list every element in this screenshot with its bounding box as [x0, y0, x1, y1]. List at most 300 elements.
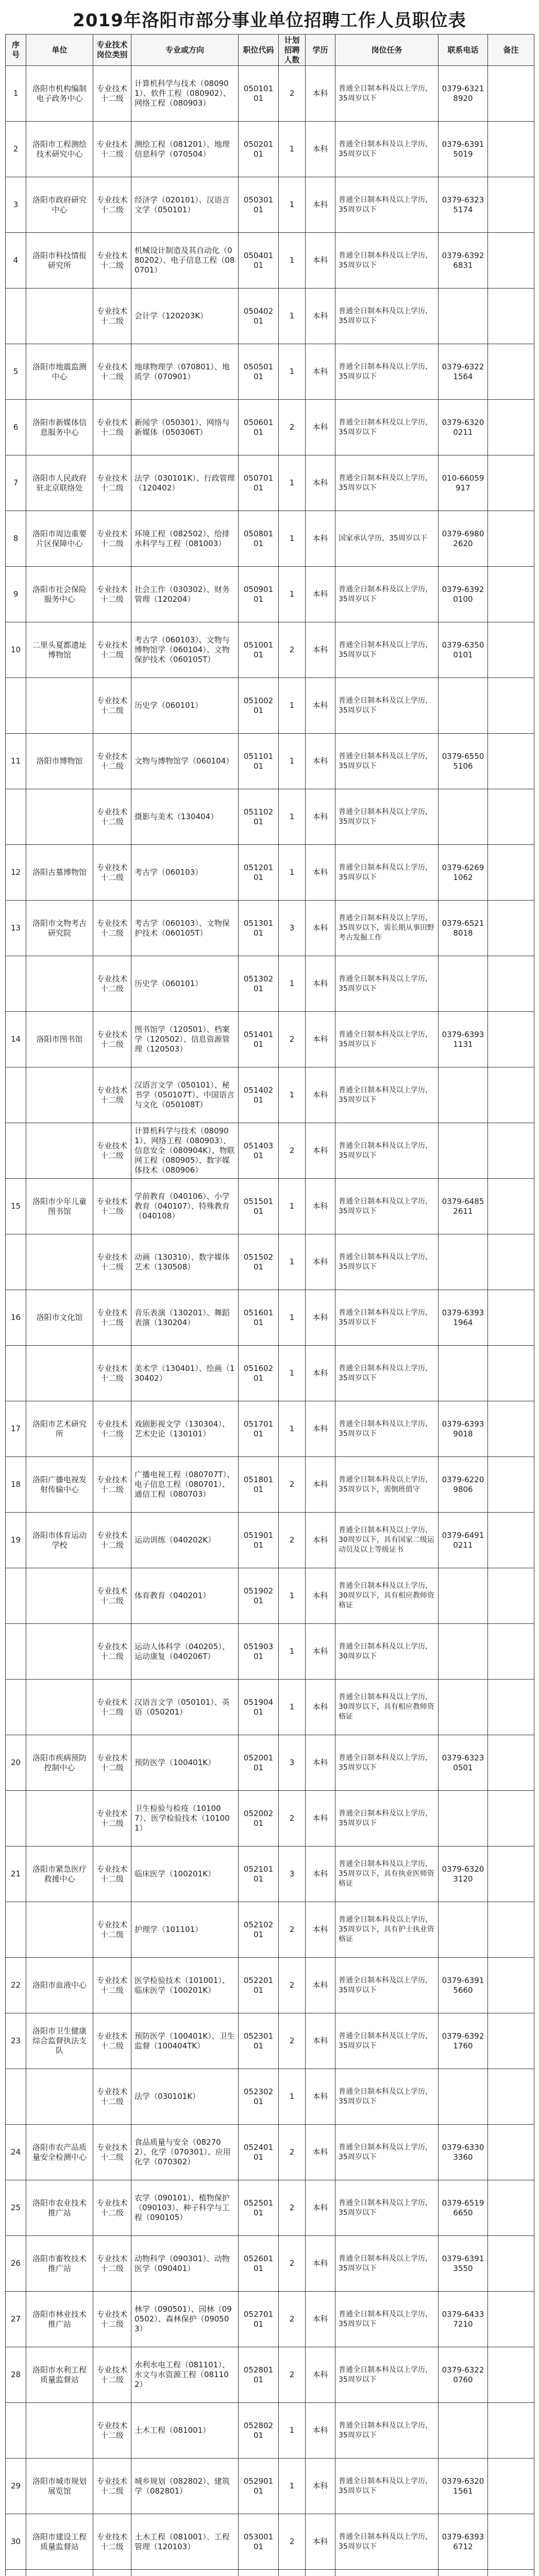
table-row: [6, 2514, 534, 2570]
cell-count: 2: [279, 1513, 306, 1568]
cell-edu: 本科: [306, 400, 335, 455]
cell-no: 25: [6, 2180, 26, 2236]
cell-unit: [26, 2570, 93, 2576]
cell-count: 2: [279, 2125, 306, 2180]
cell-count: 1: [279, 289, 306, 344]
cell-cat: 专业技术十二级: [93, 177, 131, 233]
cell-code: 05280201: [239, 2403, 279, 2459]
cell-cat: 专业技术十二级: [93, 2403, 131, 2459]
cell-count: 1: [279, 177, 306, 233]
cell-no: 15: [6, 1179, 26, 1234]
cell-count: 1: [279, 789, 306, 845]
cell-duty: 普通全日制本科及以上学历，35周岁以下，具有护士执业资格证: [335, 1902, 439, 1958]
cell-note: [488, 1457, 534, 1513]
table-row: [6, 1680, 534, 1735]
cell-code: 05210101: [239, 1846, 279, 1902]
cell-phone: 0379-63920100: [439, 567, 488, 622]
cell-unit: [26, 2069, 93, 2125]
table-row: [6, 1401, 534, 1457]
cell-cat: 专业技术十二级: [93, 2180, 131, 2236]
table-row: [6, 1290, 534, 1346]
cell-cat: 专业技术十二级: [93, 2292, 131, 2347]
column-header: 学历: [306, 35, 335, 66]
cell-unit: 洛阳市建设工程质量监督站: [26, 2514, 93, 2570]
cell-edu: 本科: [306, 2347, 335, 2403]
column-header: 计划招聘人数: [279, 35, 306, 66]
table-row: [6, 734, 534, 789]
cell-major: 会计学（120203K）: [131, 289, 239, 344]
cell-major: 音乐表演（130201）、舞蹈表演（130204）: [131, 1290, 239, 1346]
cell-edu: 本科: [306, 2292, 335, 2347]
cell-code: 05210201: [239, 1902, 279, 1958]
cell-major: 土木工程（081001）、工程管理（120103）: [131, 2514, 239, 2570]
cell-code: 05270101: [239, 2292, 279, 2347]
cell-major: 临床医学（100201K）: [131, 1846, 239, 1902]
cell-count: 1: [279, 2459, 306, 2514]
cell-note: [488, 233, 534, 289]
cell-code: 05240101: [239, 2125, 279, 2180]
cell-code: 05110201: [239, 789, 279, 845]
column-header: 岗位任务: [335, 35, 439, 66]
cell-major: 城乡规划（082802）、建筑学（082801）: [131, 2459, 239, 2514]
cell-edu: 本科: [306, 1958, 335, 2013]
cell-cat: 专业技术十二级: [93, 1123, 131, 1179]
cell-no: 27: [6, 2292, 26, 2347]
cell-edu: 本科: [306, 622, 335, 678]
cell-unit: [26, 1680, 93, 1735]
table-row: [6, 2292, 534, 2347]
cell-code: 05230201: [239, 2069, 279, 2125]
cell-note: [488, 2403, 534, 2459]
cell-code: 05090101: [239, 567, 279, 622]
cell-unit: [26, 1624, 93, 1680]
cell-unit: 洛阳市政府研究中心: [26, 177, 93, 233]
cell-unit: 洛阳市文物考古研究院: [26, 901, 93, 956]
cell-no: [6, 1624, 26, 1680]
cell-note: [488, 845, 534, 901]
cell-no: 9: [6, 567, 26, 622]
cell-duty: 普通全日制本科及以上学历，35周岁以下: [335, 2236, 439, 2292]
cell-cat: 专业技术十二级: [93, 1290, 131, 1346]
cell-phone: 0379-63915019: [439, 122, 488, 177]
cell-phone: [439, 789, 488, 845]
cell-phone: 0379-63931131: [439, 1012, 488, 1067]
cell-no: 12: [6, 845, 26, 901]
table-row: [6, 1123, 534, 1179]
cell-no: 21: [6, 1846, 26, 1902]
cell-cat: 专业技术十二级: [93, 1012, 131, 1067]
cell-major: 美术学（130401）、绘画（130402）: [131, 1346, 239, 1401]
cell-edu: 本科: [306, 1234, 335, 1290]
table-row: [6, 1902, 534, 1958]
cell-duty: 普通全日制本科及以上学历，35周岁以下: [335, 1791, 439, 1846]
cell-phone: 0379-64337210: [439, 2292, 488, 2347]
cell-code: 05120101: [239, 845, 279, 901]
cell-major: 动画（130310）、数字媒体艺术（130508）: [131, 1234, 239, 1290]
cell-duty: 普通全日制本科及以上学历，30周岁以下，具有国家二级运动员及以上等级证书: [335, 1513, 439, 1568]
cell-count: 1: [279, 734, 306, 789]
cell-edu: 本科: [306, 1624, 335, 1680]
table-row: [6, 901, 534, 956]
cell-no: 8: [6, 511, 26, 567]
cell-no: 16: [6, 1290, 26, 1346]
table-row: [6, 1346, 534, 1401]
cell-cat: 专业技术十二级: [93, 1846, 131, 1902]
cell-duty: 普通全日制本科及以上学历，35周岁以下: [335, 1735, 439, 1791]
cell-code: 05250101: [239, 2180, 279, 2236]
column-header: 备注: [488, 35, 534, 66]
cell-unit: 洛阳市新媒体信息服务中心: [26, 400, 93, 455]
cell-code: [239, 2570, 279, 2576]
cell-unit: 洛阳市周边重要片区保障中心: [26, 511, 93, 567]
cell-no: 7: [6, 455, 26, 511]
cell-cat: 专业技术十二级: [93, 678, 131, 734]
cell-note: [488, 177, 534, 233]
cell-code: 05130201: [239, 956, 279, 1012]
cell-note: [488, 622, 534, 678]
cell-unit: [26, 1902, 93, 1958]
cell-count: 2: [279, 1791, 306, 1846]
cell-note: [488, 1568, 534, 1624]
cell-count: 1: [279, 122, 306, 177]
cell-note: [488, 2292, 534, 2347]
cell-no: 29: [6, 2459, 26, 2514]
cell-edu: 本科: [306, 901, 335, 956]
cell-phone: 0379-63939018: [439, 1401, 488, 1457]
cell-phone: [439, 2069, 488, 2125]
cell-count: 2: [279, 1902, 306, 1958]
cell-no: 13: [6, 901, 26, 956]
cell-edu: 本科: [306, 1902, 335, 1958]
cell-count: 1: [279, 1568, 306, 1624]
cell-duty: 普通全日制本科及以上学历，35周岁以下: [335, 2459, 439, 2514]
cell-count: 1: [279, 233, 306, 289]
table-row: [6, 344, 534, 400]
cell-cat: 专业技术十二级: [93, 122, 131, 177]
cell-cat: 专业技术十二级: [93, 567, 131, 622]
cell-phone: [439, 678, 488, 734]
cell-note: [488, 1902, 534, 1958]
cell-major: 文物与博物馆学（060104）: [131, 734, 239, 789]
cell-major: 历史学（060101）: [131, 956, 239, 1012]
cell-phone: 0379-63230501: [439, 1735, 488, 1791]
cell-major: 法学（030101K）: [131, 2069, 239, 2125]
cell-code: 05160201: [239, 1346, 279, 1401]
cell-edu: 本科: [306, 2514, 335, 2570]
cell-code: 05140301: [239, 1123, 279, 1179]
cell-code: 05050101: [239, 344, 279, 400]
cell-count: 1: [279, 2069, 306, 2125]
cell-phone: [439, 2570, 488, 2576]
cell-no: [6, 289, 26, 344]
table-row: [6, 1958, 534, 2013]
cell-unit: 洛阳市水利工程质量监督站: [26, 2347, 93, 2403]
cell-unit: [26, 1568, 93, 1624]
cell-phone: 0379-63220760: [439, 2347, 488, 2403]
cell-no: 1: [6, 66, 26, 122]
cell-note: [488, 2180, 534, 2236]
cell-edu: 本科: [306, 1401, 335, 1457]
cell-unit: 洛阳市艺术研究所: [26, 1401, 93, 1457]
cell-count: 1: [279, 511, 306, 567]
cell-duty: 普通全日制本科及以上学历，35周岁以下: [335, 1067, 439, 1123]
cell-cat: 专业技术十二级: [93, 622, 131, 678]
cell-unit: 二里头夏都遗址博物馆: [26, 622, 93, 678]
cell-code: 05040101: [239, 233, 279, 289]
cell-code: 05060101: [239, 400, 279, 455]
cell-count: 1: [279, 1624, 306, 1680]
cell-code: 05230101: [239, 2013, 279, 2069]
table-row: [6, 2013, 534, 2069]
cell-cat: 专业技术十二级: [93, 344, 131, 400]
cell-phone: [439, 1568, 488, 1624]
cell-unit: 洛阳古墓博物馆: [26, 845, 93, 901]
cell-cat: 专业技术十二级: [93, 2347, 131, 2403]
cell-code: 05200101: [239, 1735, 279, 1791]
cell-code: 05180101: [239, 1457, 279, 1513]
cell-no: 26: [6, 2236, 26, 2292]
table-row: [6, 2347, 534, 2403]
cell-no: [6, 1234, 26, 1290]
cell-no: [6, 956, 26, 1012]
cell-no: 5: [6, 344, 26, 400]
cell-major: 卫生检验与检疫（101007）、医学检验技术（101001）: [131, 1791, 239, 1846]
cell-cat: 专业技术十二级: [93, 289, 131, 344]
cell-cat: 专业技术十二级: [93, 66, 131, 122]
cell-count: 2: [279, 2236, 306, 2292]
cell-code: 05020101: [239, 122, 279, 177]
cell-duty: 普通全日制本科及以上学历，35周岁以下: [335, 66, 439, 122]
cell-major: 地球物理学（070801）、地质学（070901）: [131, 344, 239, 400]
cell-cat: 专业技术十二级: [93, 1735, 131, 1791]
cell-duty: 普通全日制本科及以上学历，30周岁以下，具有相应教师资格证: [335, 1568, 439, 1624]
cell-note: [488, 901, 534, 956]
cell-code: 05040201: [239, 289, 279, 344]
table-row: [6, 1568, 534, 1624]
cell-no: 4: [6, 233, 26, 289]
cell-edu: 本科: [306, 845, 335, 901]
cell-note: [488, 1179, 534, 1234]
cell-note: [488, 1513, 534, 1568]
cell-code: 05280101: [239, 2347, 279, 2403]
cell-no: 22: [6, 1958, 26, 2013]
cell-code: 05190201: [239, 1568, 279, 1624]
cell-unit: 洛阳市卫生健康综合监督执法支队: [26, 2013, 93, 2069]
cell-edu: 本科: [306, 233, 335, 289]
cell-phone: [439, 956, 488, 1012]
cell-unit: 洛阳市城市规划展览馆: [26, 2459, 93, 2514]
cell-edu: 本科: [306, 1012, 335, 1067]
cell-unit: 洛阳市体育运动学校: [26, 1513, 93, 1568]
cell-cat: 专业技术十二级: [93, 1680, 131, 1735]
cell-duty: 普通全日制本科及以上学历，35周岁以下，需长期从事田野考古发掘工作: [335, 901, 439, 956]
table-row: [6, 2180, 534, 2236]
cell-code: 05140201: [239, 1067, 279, 1123]
cell-duty: 普通全日制本科及以上学历，35周岁以下: [335, 400, 439, 455]
cell-no: 10: [6, 622, 26, 678]
cell-major: 汉语言文学（050101）、英语（050201）: [131, 1680, 239, 1735]
cell-major: 食品质量与安全（082702）、化学（070301）、应用化学（070302）: [131, 2125, 239, 2180]
cell-code: 05030101: [239, 177, 279, 233]
cell-unit: 洛阳市少年儿童图书馆: [26, 1179, 93, 1234]
table-row: [6, 956, 534, 1012]
cell-unit: [26, 1067, 93, 1123]
cell-no: [6, 1123, 26, 1179]
cell-cat: 专业技术十二级: [93, 1179, 131, 1234]
cell-duty: 普通全日制本科及以上学历，35周岁以下: [335, 1012, 439, 1067]
cell-count: 2: [279, 622, 306, 678]
cell-duty: 普通全日制本科及以上学历，35周岁以下: [335, 2292, 439, 2347]
cell-cat: 专业技术十二级: [93, 734, 131, 789]
cell-unit: 洛阳市紧急医疗救援中心: [26, 1846, 93, 1902]
cell-cat: 专业技术十二级: [93, 1067, 131, 1123]
cell-note: [488, 2125, 534, 2180]
cell-unit: 洛阳市林业技术推广站: [26, 2292, 93, 2347]
cell-phone: [439, 1067, 488, 1123]
table-row: [6, 1179, 534, 1234]
cell-count: 1: [279, 1234, 306, 1290]
cell-edu: 本科: [306, 1846, 335, 1902]
cell-phone: 0379-64852611: [439, 1179, 488, 1234]
cell-edu: [306, 2570, 335, 2576]
cell-duty: 国家承认学历，35周岁以下: [335, 511, 439, 567]
cell-no: [6, 2069, 26, 2125]
cell-edu: 本科: [306, 1568, 335, 1624]
cell-count: 2: [279, 66, 306, 122]
cell-major: 历史学（060101）: [131, 678, 239, 734]
cell-major: 考古学（060103）: [131, 845, 239, 901]
table-row: [6, 2570, 534, 2576]
cell-unit: 洛阳市科技情报研究所: [26, 233, 93, 289]
cell-count: 2: [279, 2514, 306, 2570]
cell-note: [488, 2514, 534, 2570]
cell-cat: 专业技术十二级: [93, 511, 131, 567]
cell-unit: [26, 1346, 93, 1401]
cell-unit: 洛阳市社会保险服务中心: [26, 567, 93, 622]
table-row: [6, 567, 534, 622]
cell-note: [488, 1735, 534, 1791]
cell-count: 1: [279, 845, 306, 901]
table-row: [6, 1846, 534, 1902]
table-row: [6, 1067, 534, 1123]
cell-count: 2: [279, 1457, 306, 1513]
cell-code: 05290101: [239, 2459, 279, 2514]
cell-edu: 本科: [306, 678, 335, 734]
cell-cat: 专业技术十二级: [93, 901, 131, 956]
cell-major: 法学（030101K）、行政管理（120402）: [131, 455, 239, 511]
table-body: [6, 66, 534, 2576]
cell-count: 2: [279, 1123, 306, 1179]
cell-note: [488, 1346, 534, 1401]
cell-no: 18: [6, 1457, 26, 1513]
cell-phone: 010-66059917: [439, 455, 488, 511]
cell-note: [488, 400, 534, 455]
cell-cat: 专业技术十二级: [93, 233, 131, 289]
cell-major: 农学（090101）、植物保护（090103）、种子科学与工程（090105）: [131, 2180, 239, 2236]
cell-phone: 0379-65505106: [439, 734, 488, 789]
cell-edu: 本科: [306, 511, 335, 567]
table-row: [6, 2125, 534, 2180]
cell-unit: 洛阳市人民政府驻北京联络处: [26, 455, 93, 511]
cell-duty: 普通全日制本科及以上学历，35周岁以下: [335, 1290, 439, 1346]
table-row: [6, 1513, 534, 1568]
cell-unit: [26, 1123, 93, 1179]
cell-cat: 专业技术十二级: [93, 2236, 131, 2292]
table-row: [6, 1012, 534, 1067]
cell-count: 1: [279, 344, 306, 400]
cell-count: 3: [279, 901, 306, 956]
column-header: 职位代码: [239, 35, 279, 66]
cell-phone: [439, 1234, 488, 1290]
cell-note: [488, 1012, 534, 1067]
table-row: [6, 622, 534, 678]
cell-phone: 0379-62209806: [439, 1457, 488, 1513]
cell-count: 2: [279, 2347, 306, 2403]
cell-duty: 普通全日制本科及以上学历，35周岁以下: [335, 2069, 439, 2125]
cell-code: 05220101: [239, 1958, 279, 2013]
cell-no: 30: [6, 2514, 26, 2570]
cell-major: 社会工作（030302）、财务管理（120204）: [131, 567, 239, 622]
cell-phone: 0379-63303360: [439, 2125, 488, 2180]
cell-note: [488, 455, 534, 511]
cell-major: 机械设计制造及其自动化（080202）、电子信息工程（080701）: [131, 233, 239, 289]
cell-duty: 普通全日制本科及以上学历，35周岁以下: [335, 2180, 439, 2236]
cell-cat: 专业技术十二级: [93, 1902, 131, 1958]
cell-note: [488, 1680, 534, 1735]
cell-major: 图书馆学（120501）、档案学（120502）、信息资源管理（120503）: [131, 1012, 239, 1067]
cell-duty: 普通全日制本科及以上学历，35周岁以下: [335, 1234, 439, 1290]
cell-no: 6: [6, 400, 26, 455]
cell-phone: [439, 1902, 488, 1958]
cell-unit: 洛阳广播电视发射传输中心: [26, 1457, 93, 1513]
cell-code: 05170101: [239, 1401, 279, 1457]
cell-edu: 本科: [306, 1346, 335, 1401]
cell-edu: 本科: [306, 2069, 335, 2125]
cell-count: 1: [279, 956, 306, 1012]
cell-note: [488, 511, 534, 567]
cell-code: 05080101: [239, 511, 279, 567]
cell-count: 1: [279, 1067, 306, 1123]
cell-phone: [439, 1624, 488, 1680]
cell-note: [488, 1624, 534, 1680]
cell-note: [488, 567, 534, 622]
cell-phone: 0379-63203120: [439, 1846, 488, 1902]
table-row: [6, 678, 534, 734]
cell-edu: 本科: [306, 455, 335, 511]
cell-cat: 专业技术十二级: [93, 2459, 131, 2514]
cell-cat: 专业技术十二级: [93, 1568, 131, 1624]
cell-major: 预防医学（100401K）: [131, 1735, 239, 1791]
table-row: [6, 2459, 534, 2514]
table-row: [6, 400, 534, 455]
cell-duty: 普通全日制本科及以上学历，35周岁以下: [335, 289, 439, 344]
cell-code: 05150101: [239, 1179, 279, 1234]
cell-edu: 本科: [306, 1680, 335, 1735]
cell-duty: 普通全日制本科及以上学历，35周岁以下: [335, 567, 439, 622]
cell-no: 14: [6, 1012, 26, 1067]
cell-major: 汉语言文学（050101）、秘书学（050107T）、中国语言与文化（050108T）: [131, 1067, 239, 1123]
cell-note: [488, 789, 534, 845]
cell-no: [6, 678, 26, 734]
cell-no: [6, 1346, 26, 1401]
cell-no: [6, 1791, 26, 1846]
cell-cat: 专业技术十二级: [93, 1401, 131, 1457]
cell-duty: 普通全日制本科及以上学历，35周岁以下，需倒班值守: [335, 1457, 439, 1513]
cell-note: [488, 2069, 534, 2125]
table-row: [6, 1234, 534, 1290]
cell-cat: 专业技术十二级: [93, 2125, 131, 2180]
cell-duty: 普通全日制本科及以上学历，30周岁以下: [335, 1624, 439, 1680]
